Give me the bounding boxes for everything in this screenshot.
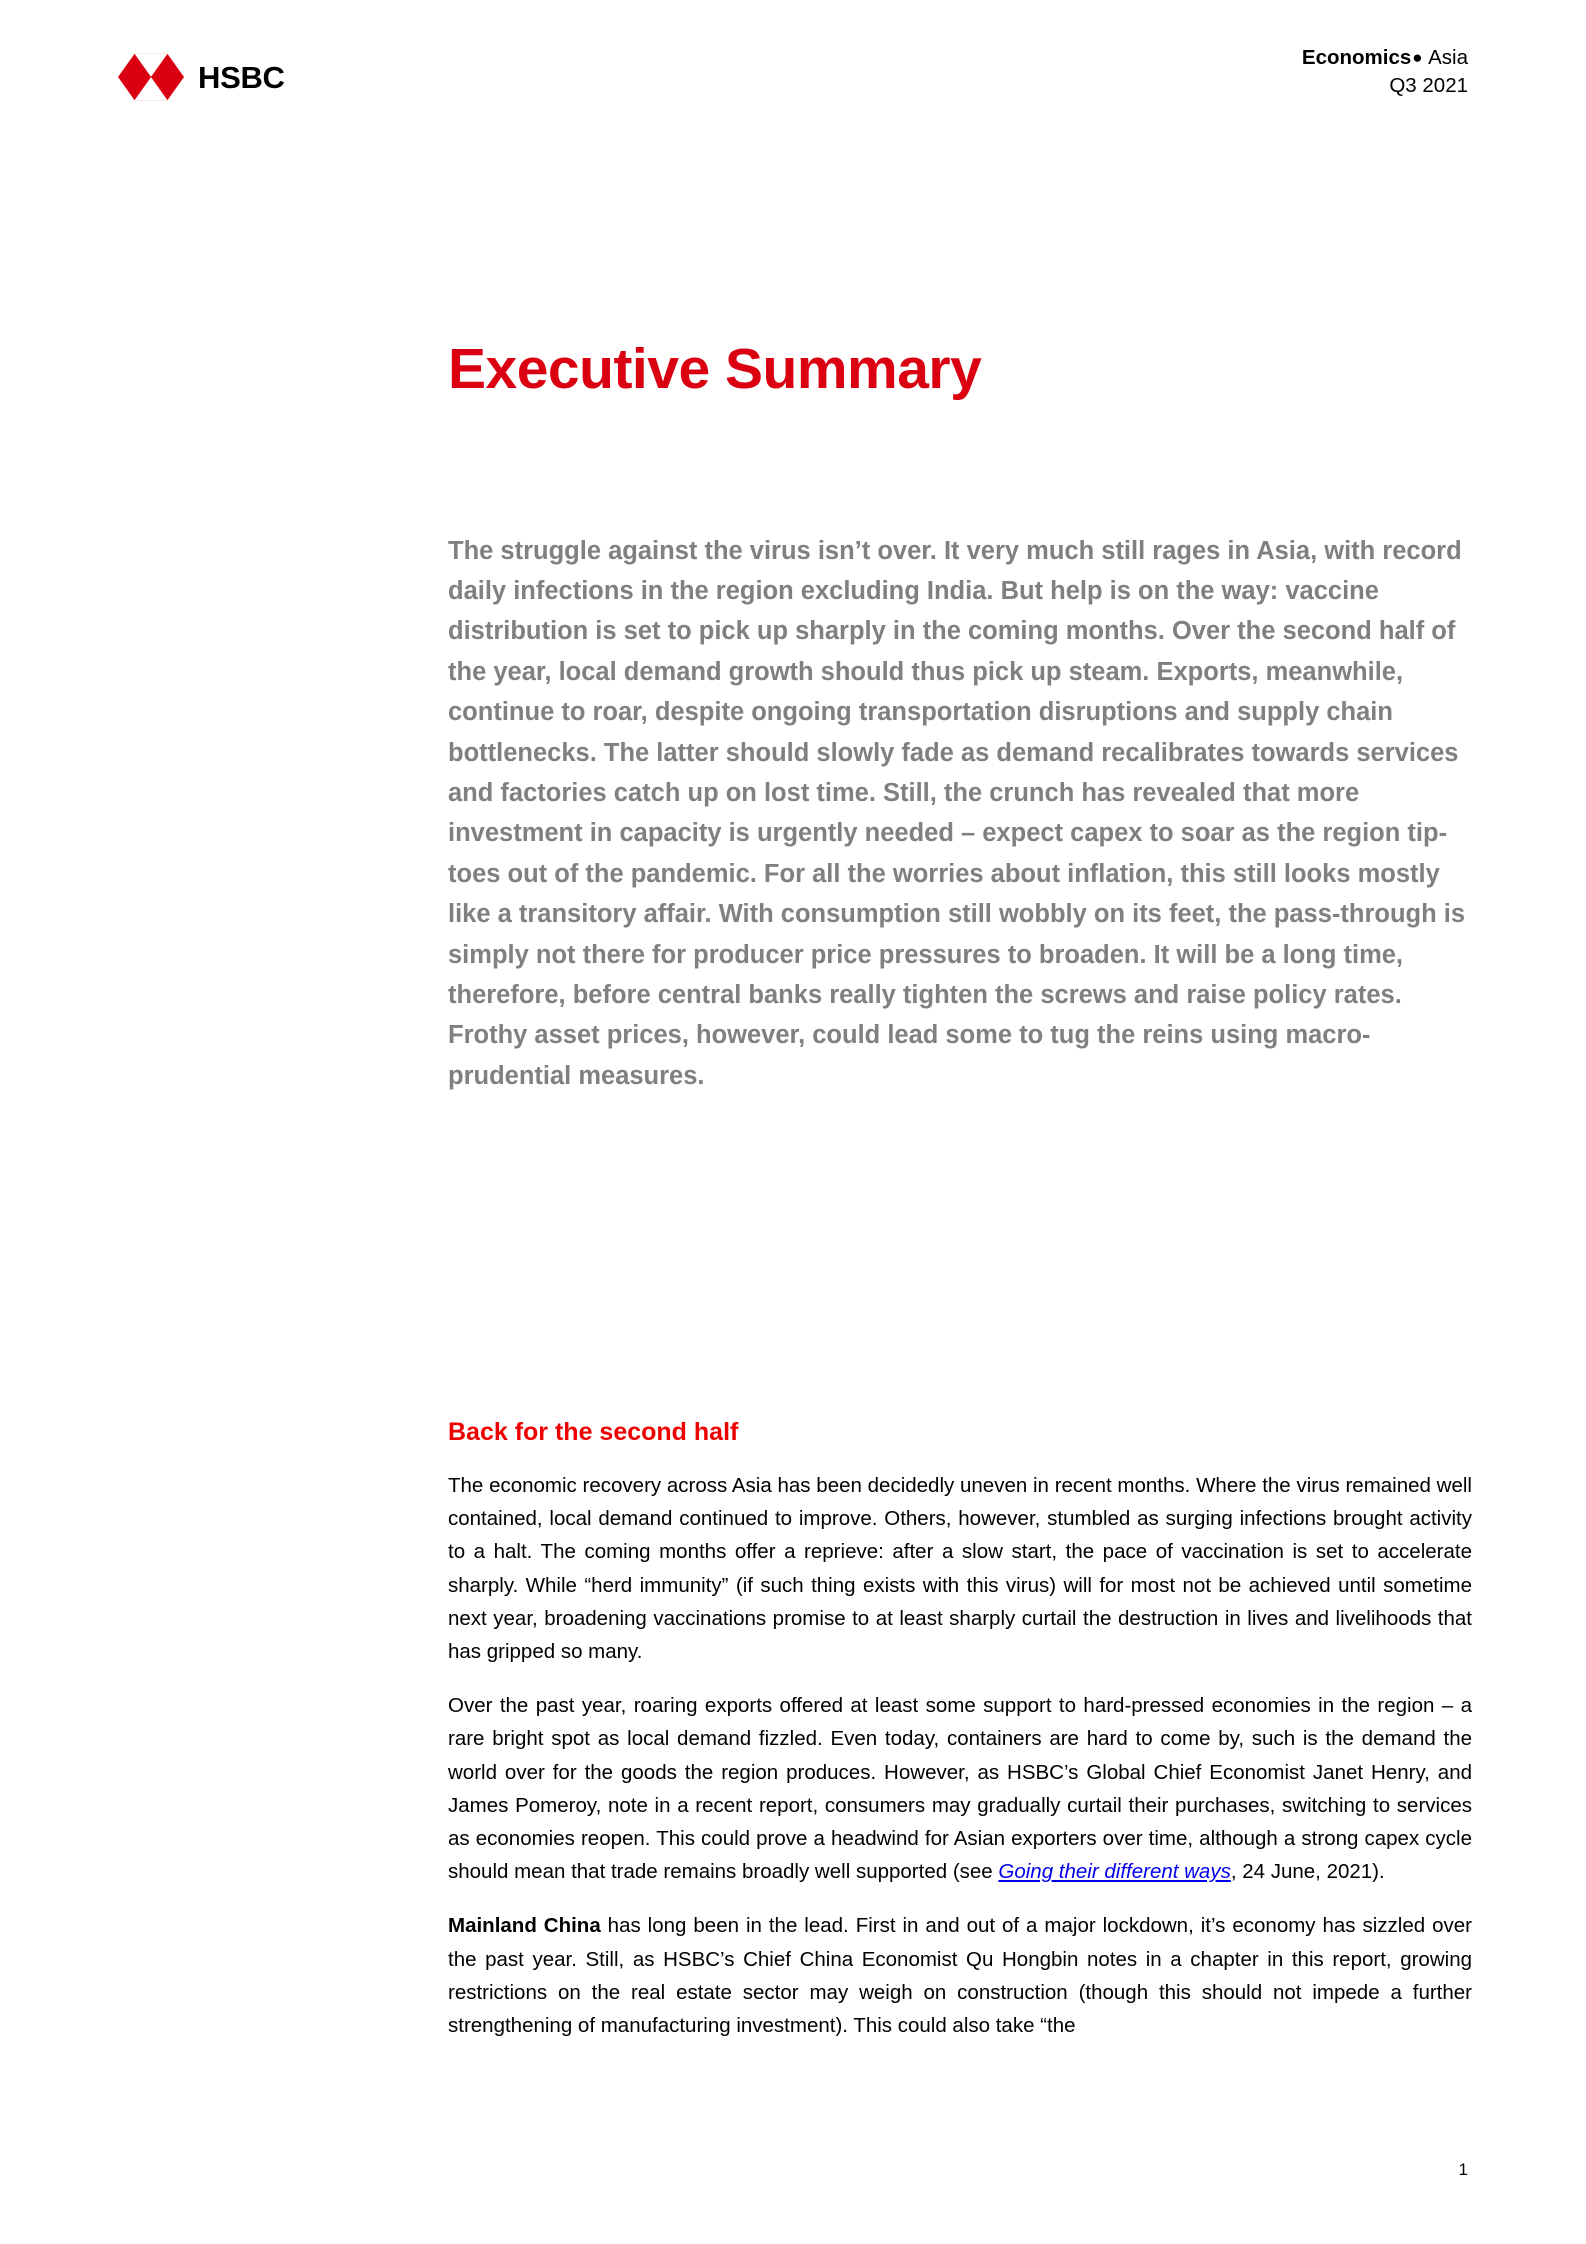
lead-paragraph: The struggle against the virus isn’t over. It very much still rages in Asia, with record daily infections in the region excluding India. But help is on the way: vaccine distribution is set to pick up sharply in the coming months. Over the second half of the year, local demand growth should thus pick up steam. Exports, meanwhile, continue to roar, despite ongoing transportation disruptions and supply chain bottlenecks. The latter should slowly fade as demand recalibrates towards services and factories catch up on lost time. Still, the crunch has revealed that more investment in capacity is urgently needed – expect capex to soar as the region tip-toes out of the pandemic. For all the worries about inflation, this still looks mostly like a transitory affair. With consumption still wobbly on its feet, the pass-through is simply not there for producer price pressures to broaden. It will be a long time, therefore, before central banks really tighten the screws and raise policy rates. Frothy asset prices, however, could lead some to tug the reins using macro-prudential measures. — [448, 536, 1466, 1090]
page-header — [0, 44, 1586, 114]
paragraph-1: The economic recovery across Asia has been decidedly uneven in recent months. Where the virus remained well contained, local demand continued to improve. Others, however, stumbled as surging infections brought activity to a halt. The coming months offer a reprieve: after a slow start, the pace of vaccination is set to accelerate sharply. While “herd immunity” (if such thing exists with this virus) will for most not be achieved until sometime next year, broadening vaccinations promise to at least sharply curtail the destruction in lives and livelihoods that has gripped so many. — [448, 1474, 1472, 1664]
header-topic: Economics — [1301, 46, 1412, 69]
paragraph-3 — [448, 1909, 1472, 2042]
hsbc-logo — [118, 44, 285, 110]
page-number: 1 — [1458, 2160, 1468, 2179]
header-topic-line — [1302, 44, 1468, 72]
body-text — [448, 1469, 1472, 2042]
page-title: Executive Summary — [448, 337, 982, 402]
report-link-going-their-different-ways[interactable]: Going their different ways — [998, 1860, 1231, 1884]
section-heading: Back for the second half — [448, 1417, 739, 1446]
paragraph-3-lead-in: Mainland China — [448, 1914, 601, 1938]
header-meta — [1302, 44, 1468, 101]
paragraph-2-text-after-link: , 24 June, 2021). — [1230, 1860, 1385, 1884]
header-bullet-icon: ● — [1412, 48, 1423, 67]
hsbc-hexagon-icon — [118, 44, 184, 110]
paragraph-3-text: has long been in the lead. First in and out of a major lockdown, it’s economy has sizzled over the past year. Still, as HSBC’s Chief China Economist Qu Hongbin notes in a chapter in this report, growing restrictions on the real estate sector may weigh on construction (though this should not impede a further strengthening of manufacturing investment). This could also take “the — [448, 1914, 1472, 2038]
paragraph-2-text-before-link: Over the past year, roaring exports offered at least some support to hard-pressed economies in the region – a rare bright spot as local demand fizzled. Even today, containers are hard to come by, such is the demand the world over for the goods the region produces. However, as HSBC’s Global Chief Economist Janet Henry, and James Pomeroy, note in a recent report, consumers may gradually curtail their purchases, switching to services as economies reopen. This could prove a headwind for Asian exporters over time, although a strong capex cycle should mean that trade remains broadly well supported (see — [448, 1694, 1472, 1884]
paragraph-2 — [448, 1689, 1472, 1888]
hsbc-wordmark: HSBC — [198, 59, 285, 95]
header-region: Asia — [1423, 46, 1468, 69]
header-period: Q3 2021 — [1389, 74, 1468, 98]
